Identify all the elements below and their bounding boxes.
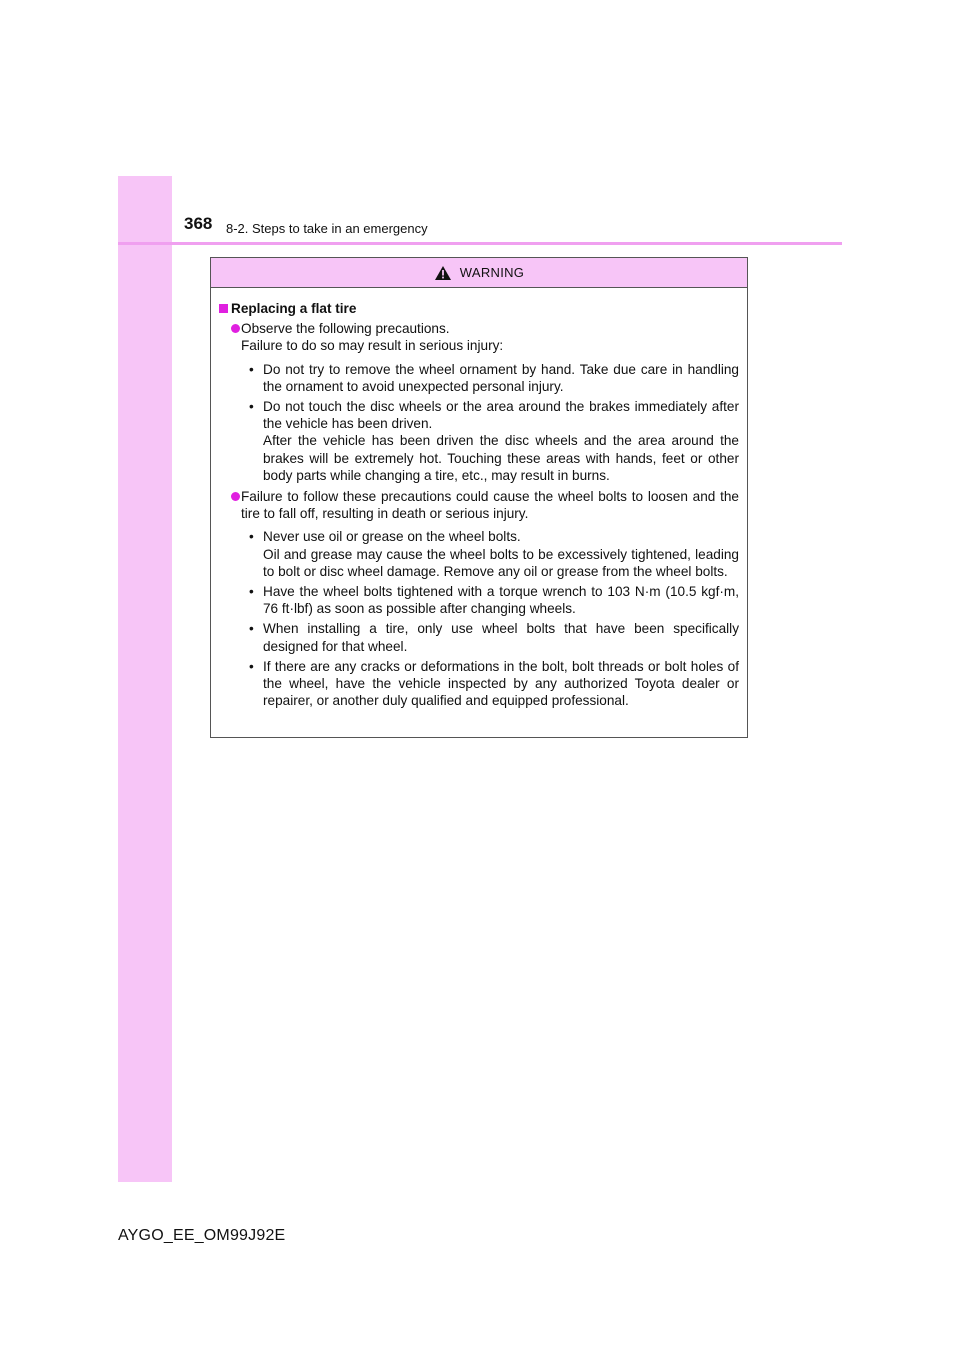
list-item <box>263 528 739 580</box>
bullet-line: • If there are any cracks or deformations in the bolt, bolt threads or bolt holes of the wheel, have the vehicle inspected by any authorized Toyota dealer or repairer, or another duly qualified and equipped professional. <box>263 658 739 709</box>
warning-box <box>210 257 748 738</box>
warning-heading-text: Replacing a flat tire <box>231 301 357 316</box>
point-line: Failure to do so may result in serious injury: <box>241 338 504 354</box>
warning-label: WARNING <box>459 265 525 280</box>
circle-bullet-icon <box>231 324 240 333</box>
square-bullet-icon <box>219 304 228 313</box>
warning-triangle-icon <box>434 265 452 281</box>
warning-heading <box>219 300 739 317</box>
list-item <box>263 620 739 654</box>
bullet-line: After the vehicle has been driven the disc wheels and the area around the brakes will be extremely hot. Touching these areas with hands, feet or other body parts while changing a tire, etc., may result in burns. <box>263 433 739 483</box>
list-item <box>263 583 739 617</box>
list-item <box>263 398 739 484</box>
warning-point <box>219 320 739 354</box>
bullet-line: • Do not try to remove the wheel ornament by hand. Take due care in handling the ornament to avoid unexpected personal injury. <box>263 361 739 394</box>
bullet-line: • Never use oil or grease on the wheel bolts. <box>263 529 521 545</box>
bullet-line: Oil and grease may cause the wheel bolts to be excessively tightened, leading to bolt or disc wheel damage. Remove any oil or grease from the wheel bolts. <box>263 546 739 579</box>
bullet-list <box>219 528 739 709</box>
warning-body <box>211 288 747 709</box>
bullet-line: • When installing a tire, only use wheel bolts that have been specifically designed for that wheel. <box>263 621 739 654</box>
point-line: Observe the following precautions. <box>241 321 450 337</box>
point-line: Failure to follow these precautions could cause the wheel bolts to loosen and the tire to fall off, resulting in death or serious injury. <box>241 489 739 522</box>
list-item <box>263 361 739 395</box>
document-code: AYGO_EE_OM99J92E <box>118 1227 286 1244</box>
bullet-line: • Have the wheel bolts tightened with a torque wrench to 103 N·m (10.5 kgf·m, 76 ft·lbf) as soon as possible after changing wheels. <box>263 584 739 617</box>
circle-bullet-icon <box>231 492 240 501</box>
list-item <box>263 658 739 710</box>
side-band <box>118 176 172 1182</box>
warning-point <box>219 488 739 522</box>
page-number: 368 <box>184 214 213 233</box>
bullet-line: • Do not touch the disc wheels or the area around the brakes immediately after the vehicle has been driven. <box>263 399 739 432</box>
warning-header <box>211 258 747 288</box>
bullet-list <box>219 361 739 484</box>
header-rule <box>118 242 842 245</box>
section-title: 8-2. Steps to take in an emergency <box>226 221 428 236</box>
